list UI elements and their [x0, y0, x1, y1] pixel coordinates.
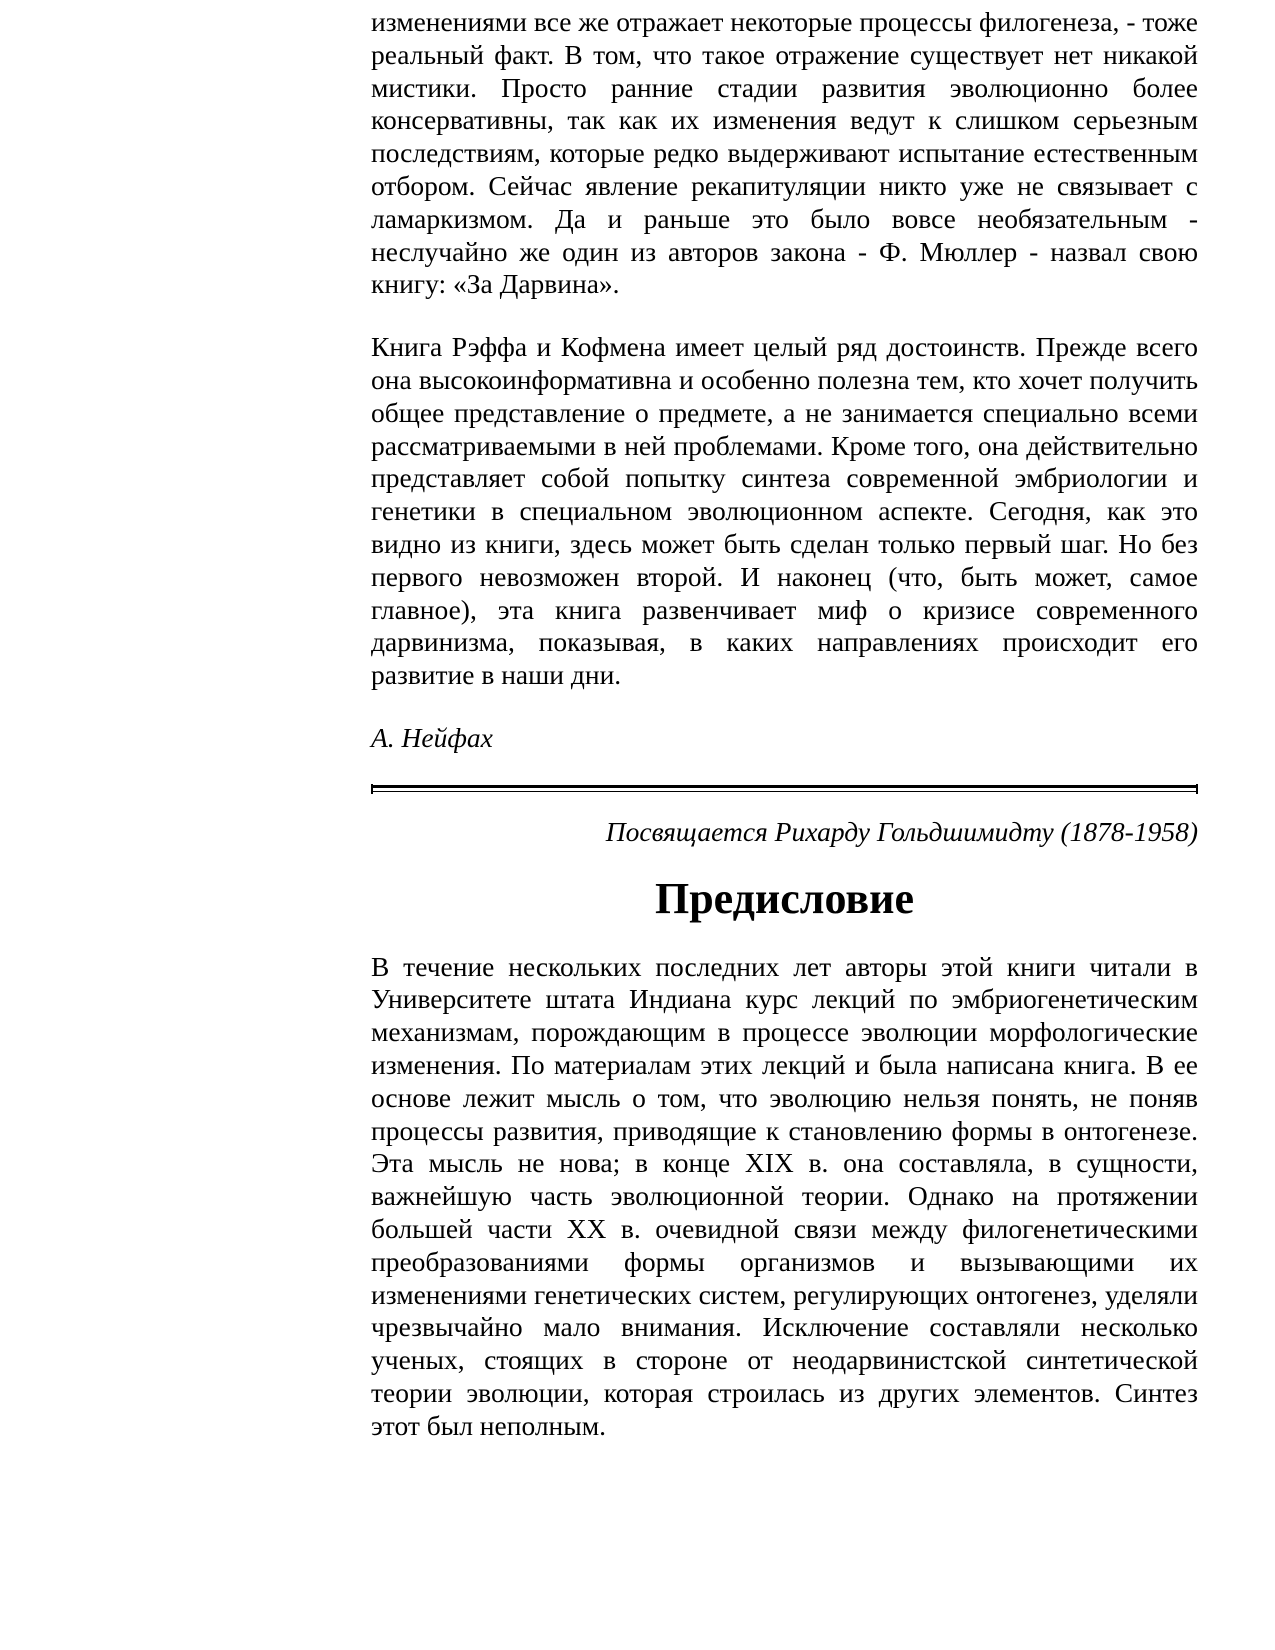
- signature: А. Нейфах: [371, 721, 493, 753]
- section-divider: [371, 785, 1198, 794]
- continuation-paragraph: изменениями все же отражает некоторые процессы филогенеза, - тоже реальный факт. В том, что такое отражение существует нет никакой мистики. Просто ранние стадии развития эволюционно более консервативны, так как их изменения ведут к слишком серьезным последствиям, которые редко выдерживают испытание естественным отбором. Сейчас явление рекапитуляции никто уже не связывает с ламаркизмом. Да и раньше это было вовсе необязательным - неслучайно же один из авторов закона - Ф. Мюллер - назвал свою книгу: «За Дарвина».: [371, 6, 1198, 300]
- review-paragraph: Книга Рэффа и Кофмена имеет целый ряд достоинств. Прежде всего она высокоинформативна и особенно полезна тем, кто хочет получить общее представление о предмете, а не занимается специально всеми рассматриваемыми в ней проблемами. Кроме того, она действительно представляет собой попытку синтеза современной эмбриологии и генетики в специальном эволюционном аспекте. Сегодня, как это видно из книги, здесь может быть сделан только первый шаг. Но без первого невозможен второй. И наконец (что, быть может, самое главное), эта книга развенчивает миф о кризисе современного дарвинизма, показывая, в каких направлениях происходит его развитие в наши дни.: [371, 331, 1198, 691]
- section-title: Предисловие: [654, 873, 914, 923]
- preface-paragraph: В течение нескольких последних лет авторы этой книги читали в Университете штата Индиана курс лекций по эмбриогенетическим механизмам, порождающим в процессе эволюции морфологические изменения. По материалам этих лекций и была написана книга. В ее основе лежит мысль о том, что эволюцию нельзя понять, не поняв процессы развития, приводящие к становлению формы в онтогенезе. Эта мысль не нова; в конце XIX в. она составляла, в сущности, важнейшую часть эволюционной теории. Однако на протяжении большей части XX в. очевидной связи между филогенетическими преобразованиями формы организмов и вызывающими их изменениями генетических систем, регулирующих онтогенез, уделяли чрезвычайно мало внимания. Исключение составляли несколько ученых, стоящих в стороне от неодарвинистской синтетической теории эволюции, которая строилась из других элементов. Синтез этот был неполным.: [371, 950, 1198, 1441]
- dedication: Посвящается Рихарду Гольдшимидту (1878-1958): [605, 815, 1198, 847]
- text-column: [371, 6, 1198, 1442]
